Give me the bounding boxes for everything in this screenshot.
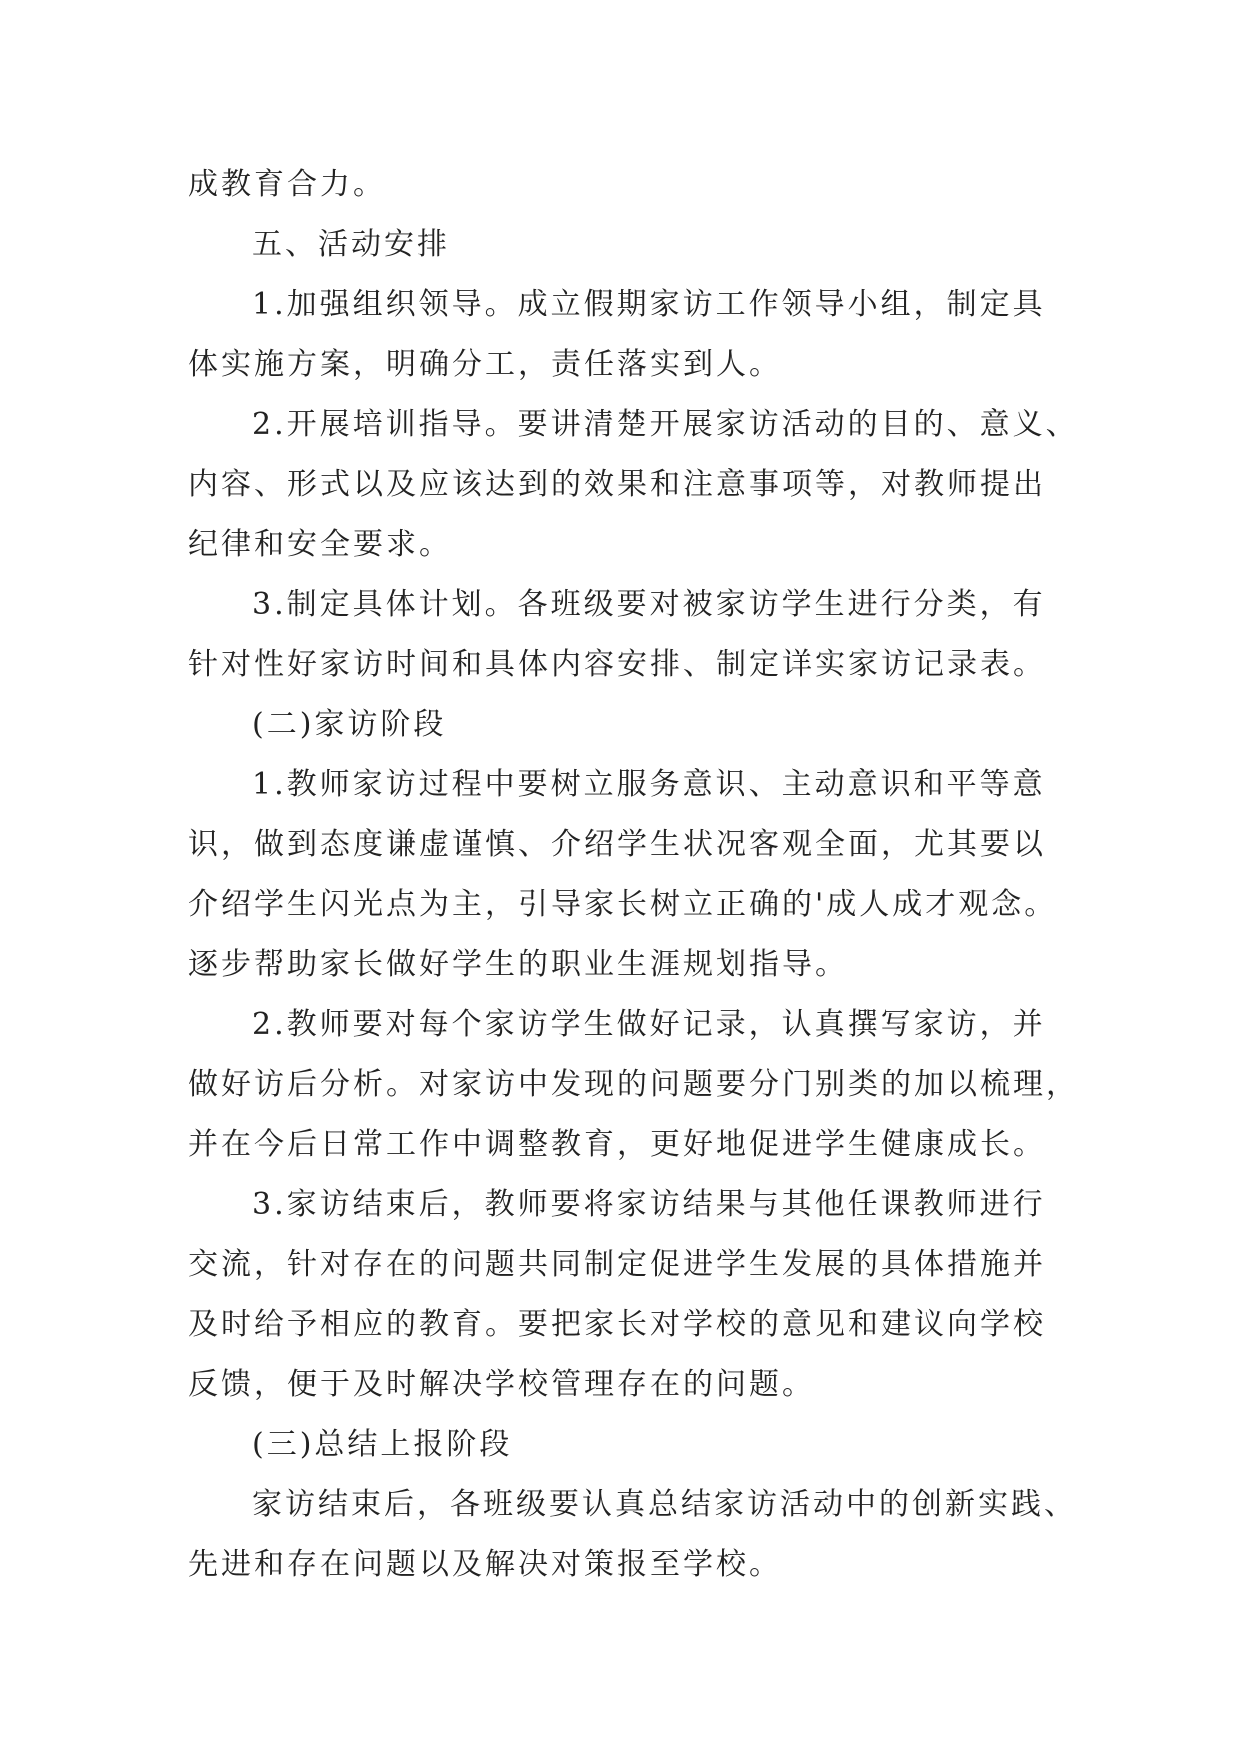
item-1-line-1: 1.加强组织领导。成立假期家访工作领导小组，制定具 (252, 287, 1046, 322)
summary-line-1: 家访结束后，各班级要认真总结家访活动中的创新实践、 (252, 1487, 1077, 1522)
summary-line-2: 先进和存在问题以及解决对策报至学校。 (188, 1547, 782, 1582)
visit-item-3-line-3: 及时给予相应的教育。要把家长对学校的意见和建议向学校 (188, 1307, 1046, 1342)
item-3-line-1: 3.制定具体计划。各班级要对被家访学生进行分类，有 (252, 587, 1046, 622)
visit-item-2-line-2: 做好访后分析。对家访中发现的问题要分门别类的加以梳理， (188, 1067, 1079, 1102)
visit-item-3-line-2: 交流，针对存在的问题共同制定促进学生发展的具体措施并 (188, 1247, 1046, 1282)
item-2-line-1: 2.开展培训指导。要讲清楚开展家访活动的目的、意义、 (252, 407, 1079, 442)
item-1-line-2: 体实施方案，明确分工，责任落实到人。 (188, 347, 782, 382)
visit-item-2-line-1: 2.教师要对每个家访学生做好记录，认真撰写家访，并 (252, 1007, 1046, 1042)
subsection-heading-summary-report-stage: (三)总结上报阶段 (252, 1427, 513, 1462)
document-body (188, 155, 1079, 1595)
visit-item-1-line-2: 识，做到态度谦虚谨慎、介绍学生状况客观全面，尤其要以 (188, 827, 1046, 862)
item-2-line-2: 内容、形式以及应该达到的效果和注意事项等，对教师提出 (188, 467, 1046, 502)
item-2-line-3: 纪律和安全要求。 (188, 527, 452, 562)
item-3-line-2: 针对性好家访时间和具体内容安排、制定详实家访记录表。 (188, 647, 1046, 682)
paragraph-continuation: 成教育合力。 (188, 167, 386, 202)
visit-item-1-line-3: 介绍学生闪光点为主，引导家长树立正确的'成人成才观念。 (188, 887, 1058, 922)
visit-item-2-line-3: 并在今后日常工作中调整教育，更好地促进学生健康成长。 (188, 1127, 1046, 1162)
visit-item-1-line-1: 1.教师家访过程中要树立服务意识、主动意识和平等意 (252, 767, 1046, 802)
visit-item-3-line-4: 反馈，便于及时解决学校管理存在的问题。 (188, 1367, 815, 1402)
subsection-heading-home-visit-stage: (二)家访阶段 (252, 707, 447, 742)
section-heading-activity-arrangement: 五、活动安排 (252, 227, 450, 262)
visit-item-1-line-4: 逐步帮助家长做好学生的职业生涯规划指导。 (188, 947, 848, 982)
visit-item-3-line-1: 3.家访结束后，教师要将家访结果与其他任课教师进行 (252, 1187, 1046, 1222)
